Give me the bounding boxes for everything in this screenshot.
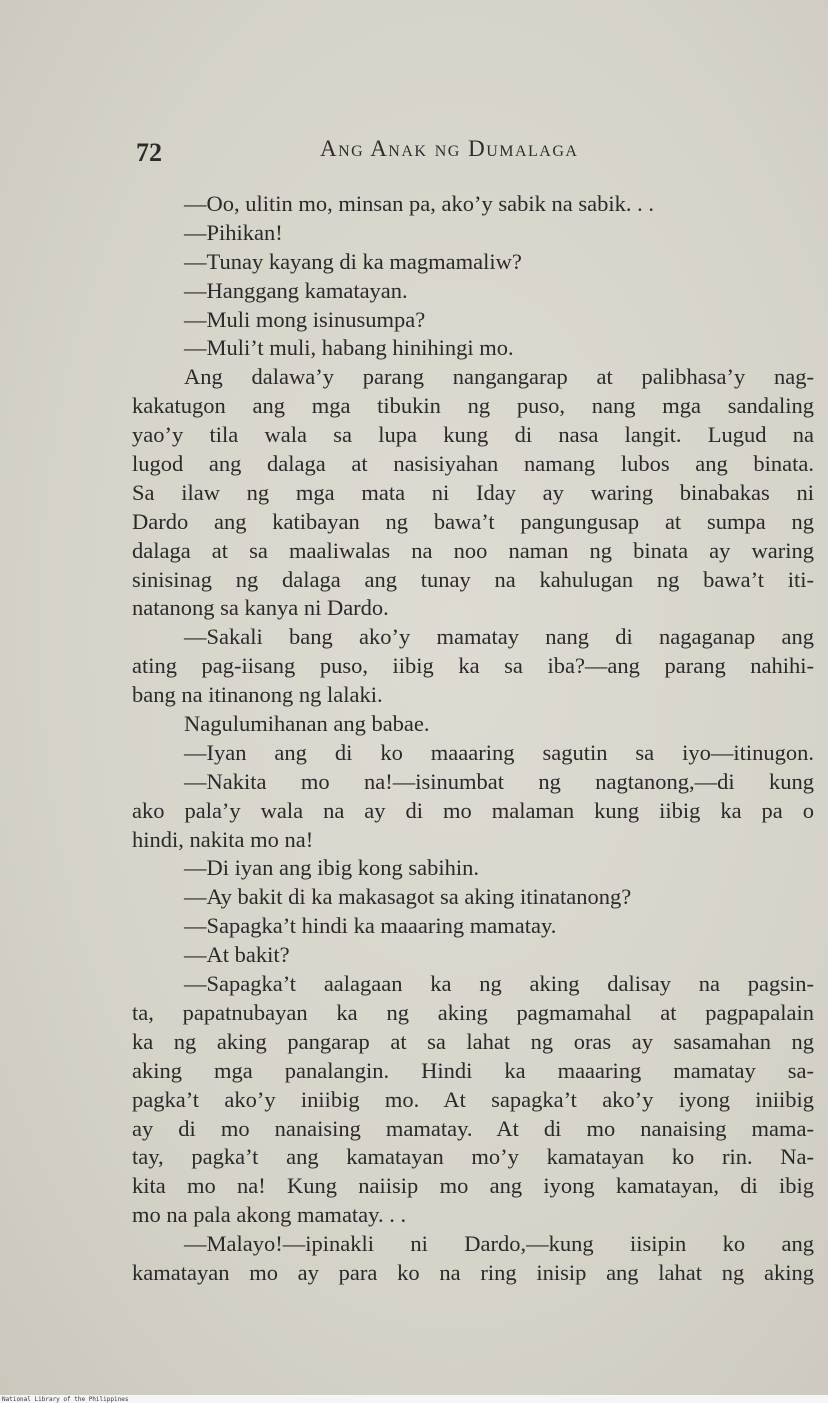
text-line: mo na pala akong mamatay. . . — [132, 1202, 407, 1228]
text-line: Ang dalawa’y parang nangangarap at palibhasa’y nag- — [184, 364, 814, 390]
text-line: ay di mo nanaising mamatay. At di mo nanaising mama- — [132, 1115, 814, 1141]
text-line: —Nakita mo na!—isinumbat ng nagtanong,—di kung — [184, 768, 814, 794]
text-line: hindi, nakita mo na! — [132, 826, 314, 852]
text-line: ako pala’y wala na ay di mo malaman kung iibig ka pa o — [132, 797, 814, 823]
text-line: —Sapagka’t hindi ka maaaring mamatay. — [184, 913, 557, 939]
text-line: —Sakali bang ako’y mamatay nang di nagaganap ang — [184, 624, 814, 650]
text-line: kamatayan mo ay para ko na ring inisip ang lahat ng aking — [132, 1259, 814, 1285]
text-line: natanong sa kanya ni Dardo. — [132, 595, 389, 621]
text-line: —Oo, ulitin mo, minsan pa, ako’y sabik na sabik. . . — [184, 191, 654, 216]
text-line: —Ay bakit di ka makasagot sa aking itinatanong? — [184, 884, 632, 910]
text-line: —Muli’t muli, habang hinihingi mo. — [184, 335, 514, 361]
text-line: dalaga at sa maaliwalas na noo naman ng binata ay waring — [132, 537, 814, 563]
text-line: kita mo na! Kung naiisip mo ang iyong kamatayan, di ibig — [132, 1173, 814, 1199]
text-line: ating pag-iisang puso, iibig ka sa iba?—ang parang nahihi- — [132, 653, 814, 679]
text-line: —Sapagka’t aalagaan ka ng aking dalisay na pagsin- — [184, 971, 814, 997]
text-line: Dardo ang katibayan ng bawa’t pangungusap at sumpa ng — [132, 508, 814, 534]
text-line: —Pihikan! — [184, 219, 283, 245]
text-line: ta, papatnubayan ka ng aking pagmamahal at pagpapalain — [132, 999, 814, 1025]
text-line: tay, pagka’t ang kamatayan mo’y kamatayan ko rin. Na- — [132, 1144, 814, 1170]
text-line: —Muli mong isinusumpa? — [184, 306, 426, 332]
text-line: ka ng aking pangarap at sa lahat ng oras ay sasamahan ng — [132, 1028, 814, 1054]
body-text — [132, 190, 814, 1288]
page-header — [0, 132, 828, 172]
text-line: —Iyan ang di ko maaaring sagutin sa iyo—itinugon. — [184, 739, 814, 765]
page-number: 72 — [136, 138, 162, 167]
text-line: Sa ilaw ng mga mata ni Iday ay waring binabakas ni — [132, 479, 814, 505]
text-line: lugod ang dalaga at nasisiyahan namang lubos ang binata. — [132, 451, 814, 477]
text-line: —At bakit? — [184, 942, 290, 968]
text-line: —Tunay kayang di ka magmamaliw? — [184, 248, 522, 274]
text-line: kakatugon ang mga tibukin ng puso, nang mga sandaling — [132, 393, 814, 419]
running-title: Ang Anak ng Dumalaga — [320, 136, 579, 161]
text-line: yao’y tila wala sa lupa kung di nasa langit. Lugud na — [132, 422, 814, 448]
text-line: —Malayo!—ipinakli ni Dardo,—kung iisipin ko ang — [184, 1231, 814, 1257]
text-line: pagka’t ako’y iniibig mo. At sapagka’t ako’y iyong iniibig — [132, 1086, 814, 1112]
text-line: bang na itinanong ng lalaki. — [132, 682, 383, 708]
text-line: —Hanggang kamatayan. — [184, 277, 408, 303]
text-line: —Di iyan ang ibig kong sabihin. — [184, 855, 479, 881]
text-line: Nagulumihanan ang babae. — [184, 711, 430, 737]
text-line: sinisinag ng dalaga ang tunay na kahulugan ng bawa’t iti- — [132, 566, 814, 592]
text-line: aking mga panalangin. Hindi ka maaaring mamatay sa- — [132, 1057, 814, 1083]
scan-credit: National Library of the Philippines — [2, 1396, 129, 1403]
